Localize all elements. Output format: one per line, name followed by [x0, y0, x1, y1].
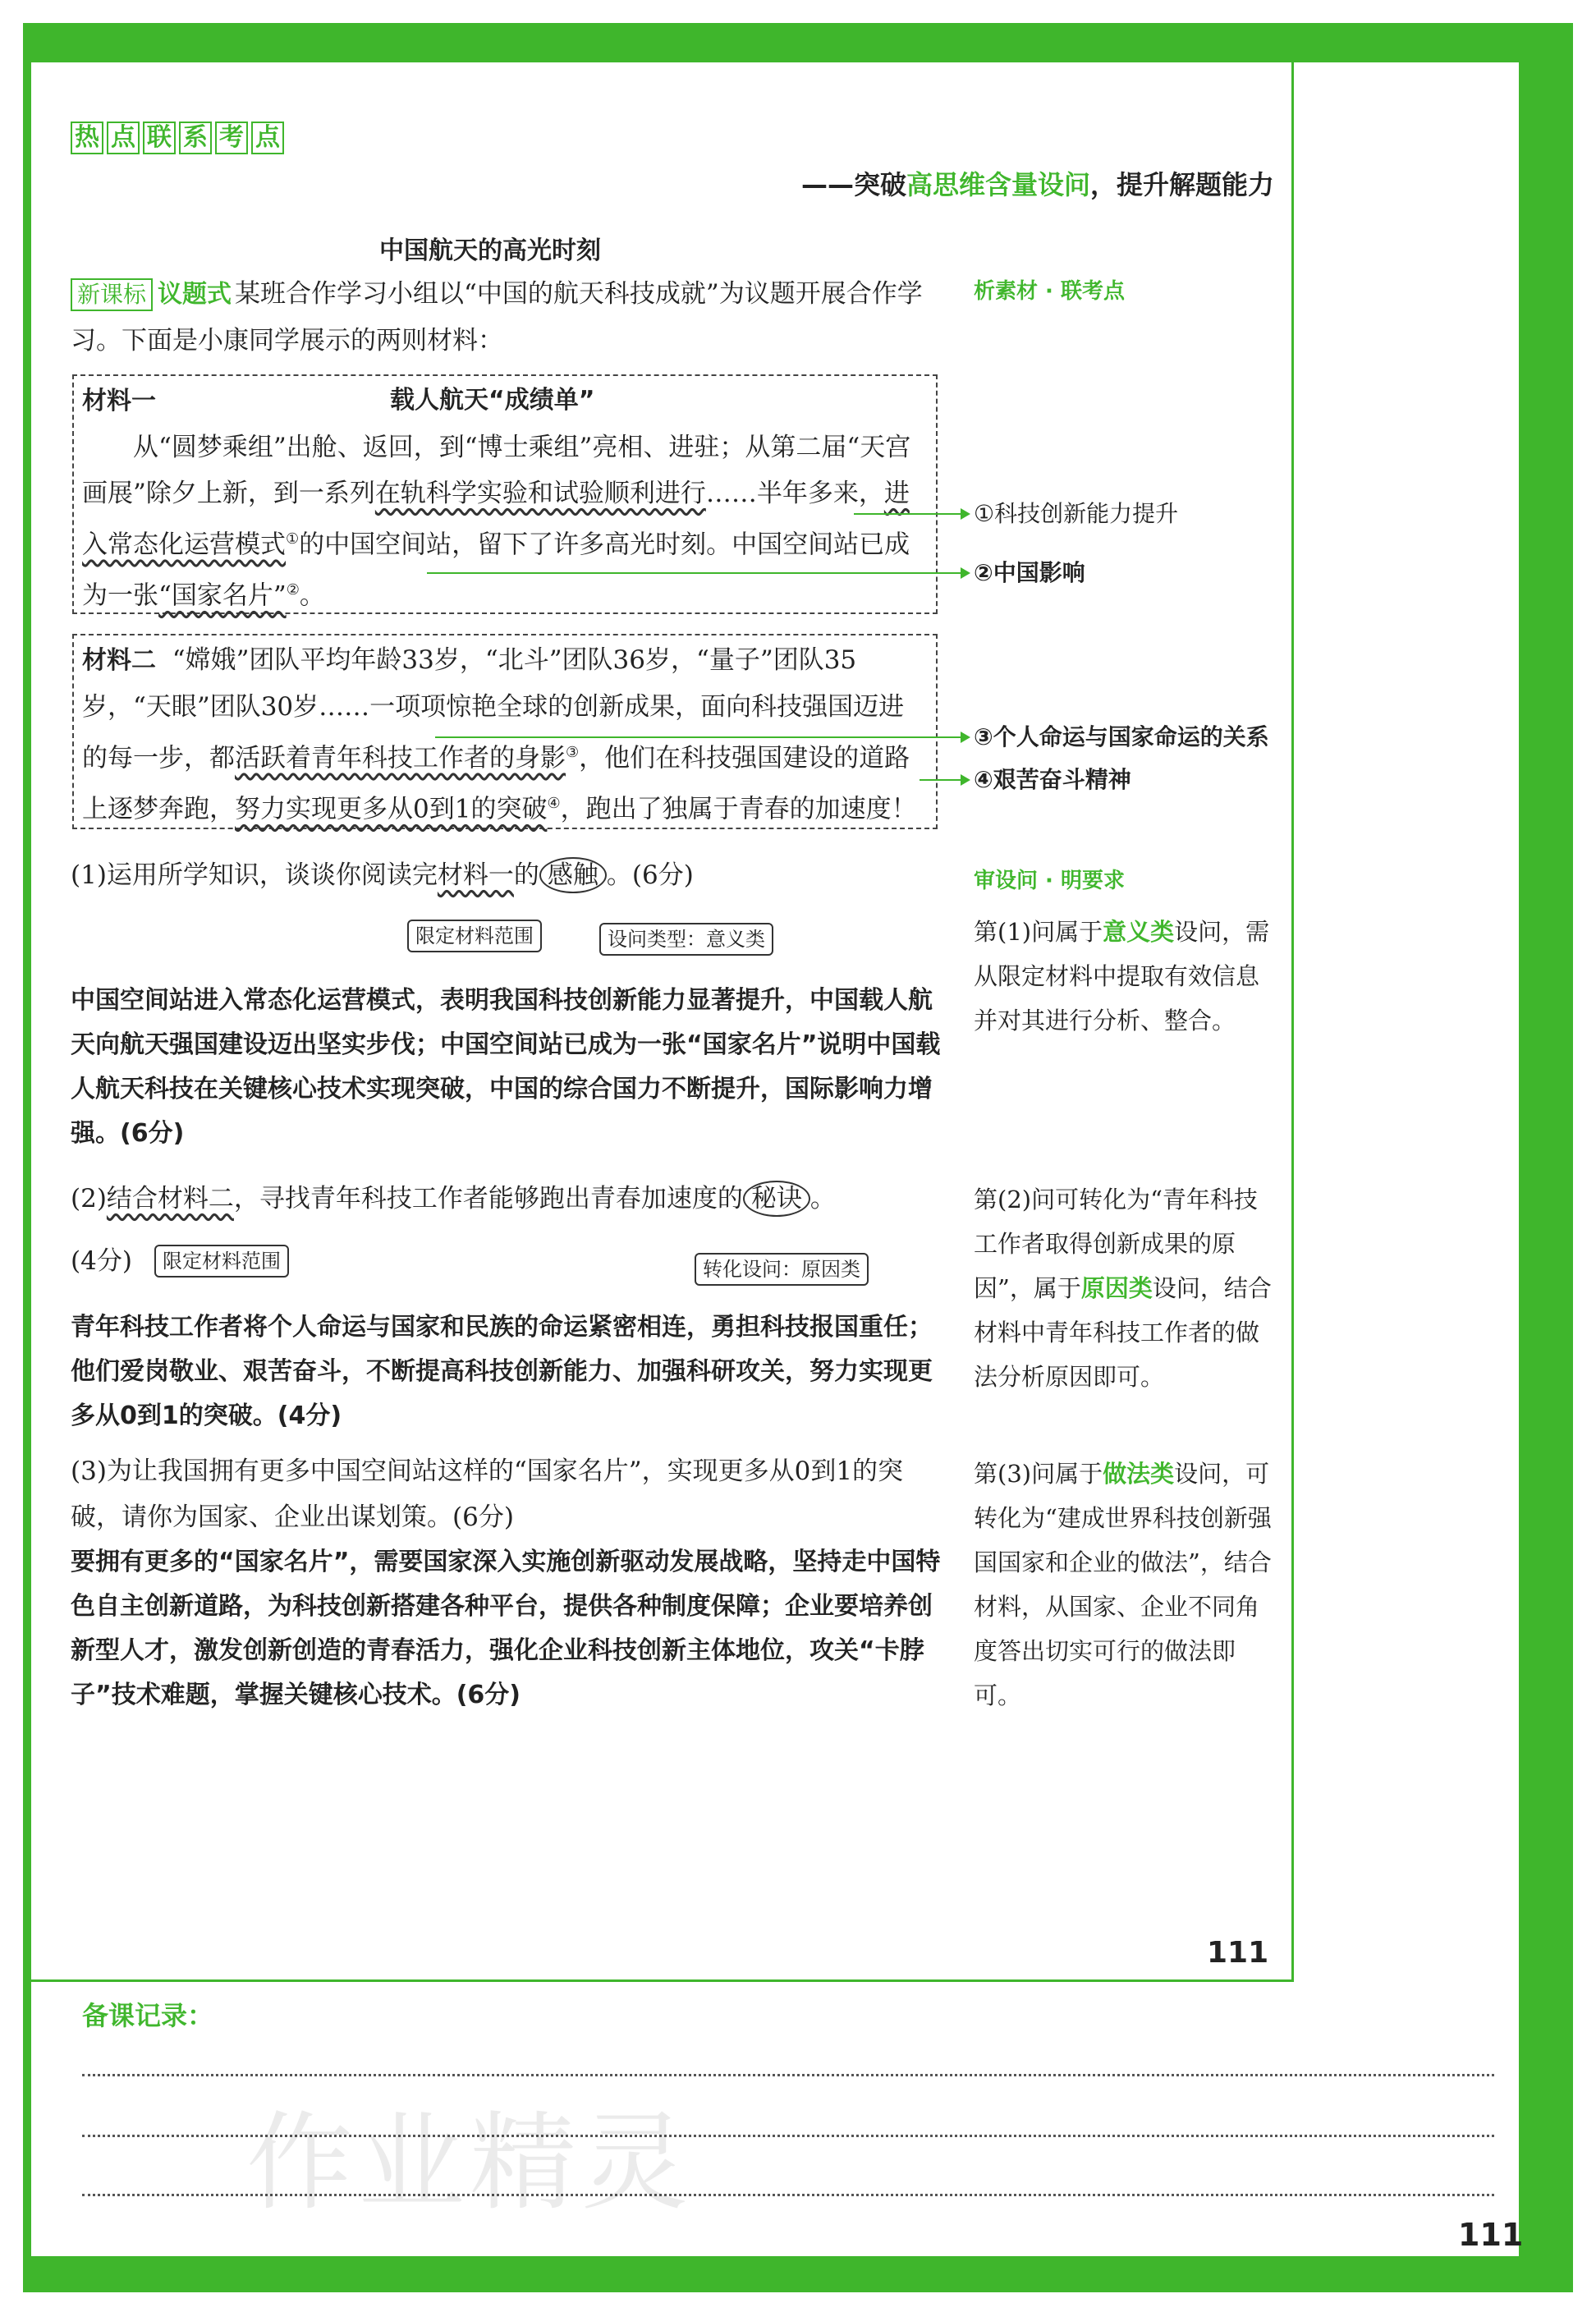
- question-3: (3)为让我国拥有更多中国空间站这样的“国家名片”，实现更多从0到1的突破，请你为国家、企业出谋划策。(6分): [71, 1456, 904, 1532]
- pointer-line: [920, 779, 969, 781]
- material-two-text: 材料二 “嫦娥”团队平均年龄33岁，“北斗”团队36岁，“量子”团队35岁，“天眼”团队30岁……一项项惊艳全球的创新成果，面向科技强国迈进的每一步，都活跃着青年科技工作者的身影③，他们在科技强国建设的道路上逐梦奔跑，努力实现更多从0到1的突破④，跑出了独属于青春的加速度！: [82, 645, 917, 824]
- tag-new-curriculum: 新课标: [71, 278, 153, 311]
- material-one-title: 载人航天“成绩单”: [390, 386, 595, 415]
- page-number: 111: [1458, 2217, 1524, 2253]
- annotation-3: ③个人命运与国家命运的关系: [974, 723, 1269, 750]
- answer-2: 青年科技工作者将个人命运与国家和民族的命运紧密相连，勇担科技报国重任；他们爱岗敬业、艰苦奋斗，不断提高科技创新能力、加强科研攻关，努力实现更多从0到1的突破。(4分): [71, 1313, 933, 1430]
- bottom-border: [23, 2256, 1573, 2292]
- topic-char: 点: [251, 122, 284, 154]
- material-one-box: [72, 374, 938, 614]
- tag-topic-style: 议题式: [158, 280, 232, 309]
- side-note-1: 第(1)问属于意义类设问，需从限定材料中提取有效信息并对其进行分析、整合。: [974, 918, 1270, 1034]
- inner-page-number: 111: [1207, 1936, 1269, 1970]
- tagline-prefix: ——突破: [800, 169, 906, 200]
- topic-char: 热: [71, 122, 103, 154]
- keyword-circle: 感触: [539, 857, 607, 893]
- pointer-line: [435, 736, 969, 738]
- notes-label: 备课记录：: [82, 2000, 214, 2031]
- annotation-1: ①科技创新能力提升: [974, 500, 1179, 527]
- question-2: (2)结合材料二，寻找青年科技工作者能够跑出青春加速度的 秘诀 。: [71, 1176, 949, 1222]
- topic-tag: [71, 122, 284, 154]
- material-one-text: 从“圆梦乘组”出舱、返回，到“博士乘组”亮相、进驻；从第二届“天宫画展”除夕上新，到一系列在轨科学实验和试验顺利进行……半年多来，进入常态化运营模式①的中国空间站，留下了许多高光时刻。中国空间站已成为一张“国家名片”②。: [82, 433, 911, 611]
- topic-char: 系: [179, 122, 212, 154]
- side-note-3: 第(3)问属于做法类设问，可转化为“建成世界科技创新强国国家和企业的做法”，结合材料，从国家、企业不同角度答出切实可行的做法即可。: [974, 1460, 1272, 1709]
- pointer-line: [854, 513, 969, 515]
- watermark: 作业精灵: [246, 2100, 694, 2225]
- question-1: (1)运用所学知识，谈谈你阅读完材料一的 感触 。(6分): [71, 852, 949, 898]
- keyword-circle: 秘诀: [743, 1181, 810, 1217]
- material-two-head: 材料二: [82, 646, 156, 675]
- lead-paragraph: [71, 271, 941, 364]
- top-border: [23, 23, 1573, 62]
- annotation-2: ②中国影响: [974, 559, 1085, 586]
- side-note-2: 第(2)问可转化为“青年科技工作者取得创新成果的原因”，属于原因类设问，结合材料中青年科技工作者的做法分析原因即可。: [974, 1186, 1272, 1391]
- topic-char: 点: [107, 122, 140, 154]
- section-title: 中国航天的高光时刻: [379, 236, 601, 265]
- requirements-head: 审设问 · 明要求: [974, 869, 1125, 893]
- left-border: [23, 23, 31, 2289]
- label-material-scope: 限定材料范围: [407, 920, 542, 952]
- right-border: [1519, 23, 1573, 2289]
- question-2-score: (4分): [71, 1246, 132, 1276]
- tagline-suffix: ，提升解题能力: [1089, 169, 1274, 200]
- answer-3: 要拥有更多的“国家名片”，需要国家深入实施创新驱动发展战略，坚持走中国特色自主创新道路，为科技创新搭建各种平台，提供各种制度保障；企业要培养创新型人才，激发创新创造的青春活力，强化企业科技创新主体地位，攻关“卡脖子”技术难题，掌握关键核心技术。(6分): [71, 1548, 941, 1709]
- tagline-highlight: 高思维含量设问: [906, 169, 1090, 200]
- material-two-box: [72, 634, 938, 829]
- note-line: [82, 2074, 1494, 2076]
- annotations-head: 析素材 · 联考点: [974, 279, 1125, 304]
- label-material-scope: 限定材料范围: [154, 1245, 289, 1278]
- material-one-head: 材料一: [82, 387, 156, 415]
- topic-char: 考: [215, 122, 248, 154]
- topic-char: 联: [143, 122, 176, 154]
- label-question-type: 转化设问：原因类: [695, 1253, 869, 1286]
- tagline: [801, 164, 1274, 202]
- answer-1: 中国空间站进入常态化运营模式，表明我国科技创新能力显著提升，中国载人航天向航天强国建设迈出坚实步伐；中国空间站已成为一张“国家名片”说明中国载人航天科技在关键核心技术实现突破，中国的综合国力不断提升，国际影响力增强。(6分): [71, 986, 941, 1148]
- pointer-line: [427, 572, 969, 574]
- label-question-type: 设问类型：意义类: [599, 923, 773, 956]
- annotation-4: ④艰苦奋斗精神: [974, 766, 1131, 793]
- lead-text: 某班合作学习小组以“中国的航天科技成就”为议题开展合作学习。下面是小康同学展示的两则材料：: [71, 279, 923, 356]
